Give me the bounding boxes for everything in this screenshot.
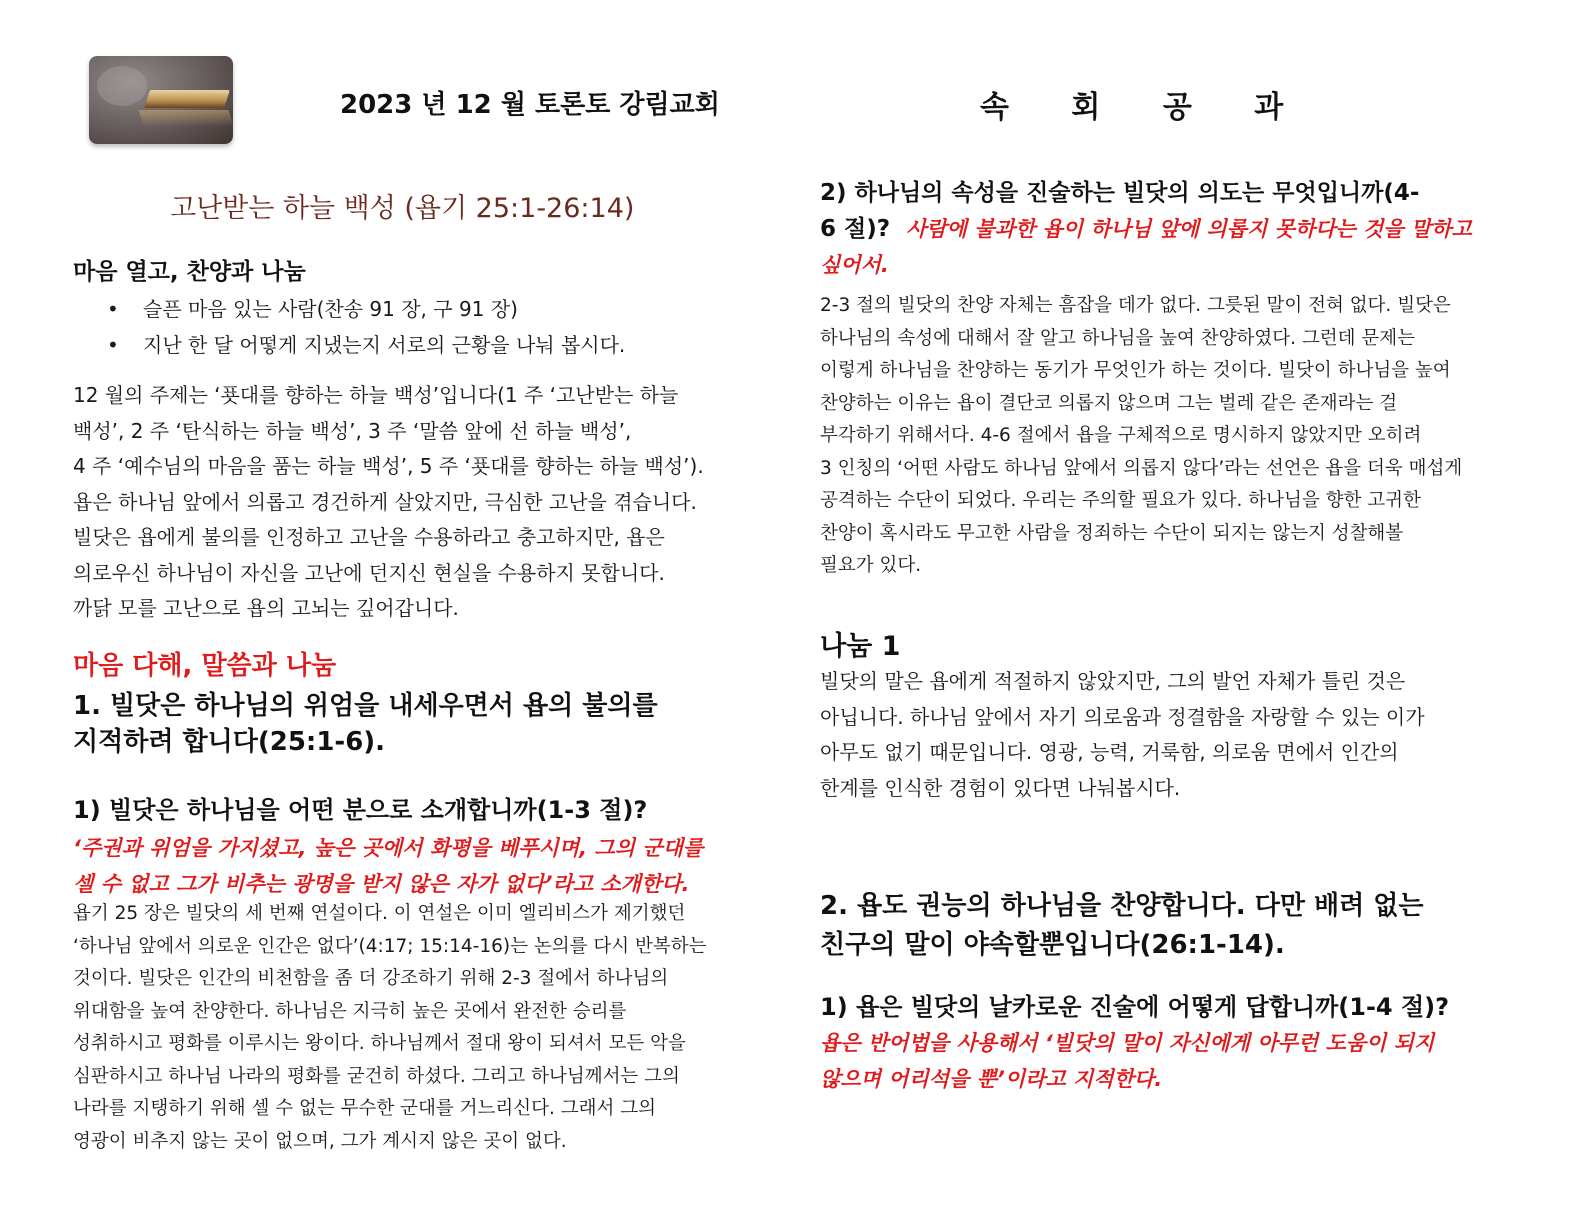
commentary-line: 3 인칭의 ‘어떤 사람도 하나님 앞에서 의롭지 않다’라는 선언은 욥을 더욱 매섭게	[820, 457, 1463, 479]
commentary-line: 필요가 있다.	[820, 555, 922, 576]
header-right-title: 속 회 공 과	[980, 90, 1310, 125]
question-2-line: 2. 욥도 권능의 하나님을 찬양합니다. 다만 배려 없는	[820, 891, 1424, 921]
question-1-2-text: 6 절)?	[820, 216, 891, 242]
commentary-line: ‘하나님 앞에서 의로운 인간은 없다’(4:17; 15:14-16)는 논의를 다시 반복하는	[73, 935, 707, 957]
question-2-line: 친구의 말이 야속할뿐입니다(26:1-14).	[820, 930, 1285, 960]
answer-2-1-line: 않으며 어리석을 뿐’이라고 지적한다.	[820, 1067, 1163, 1091]
answer-2-1-line: 욥은 반어법을 사용해서 ‘빌닷의 말이 자신에게 아무런 도움이 되지	[820, 1031, 1435, 1055]
share-1-heading: 나눔 1	[820, 631, 901, 662]
question-1-1: 1) 빌닷은 하나님을 어떤 분으로 소개합니까(1-3 절)?	[73, 796, 648, 824]
commentary-line: 것이다. 빌닷은 인간의 비천함을 좀 더 강조하기 위해 2-3 절에서 하나님의	[73, 968, 669, 989]
header-title: 2023 년 12 월 토론토 강림교회	[340, 90, 720, 120]
open-book-icon	[144, 90, 230, 108]
share-line: 아무도 없기 때문입니다. 영광, 능력, 거룩함, 의로움 면에서 인간의	[820, 740, 1399, 764]
book-reflection	[138, 110, 233, 126]
share-1-paragraph	[820, 664, 1425, 806]
answer-1-1-line: ‘주권과 위엄을 가지셨고, 높은 곳에서 화평을 베푸시며, 그의 군대를	[73, 836, 704, 860]
commentary-line: 이렇게 하나님을 찬양하는 동기가 무엇인가 하는 것이다. 빌닷이 하나님을 높여	[820, 360, 1451, 381]
intro-line: 까닭 모를 고난으로 욥의 고뇌는 깊어갑니다.	[73, 596, 459, 620]
answer-1-1-line: 셀 수 없고 그가 비추는 광명을 받지 않은 자가 없다’라고 소개한다.	[73, 872, 690, 896]
question-2	[820, 887, 1424, 965]
intro-line: 백성’, 2 주 ‘탄식하는 하늘 백성’, 3 주 ‘말씀 앞에 선 하늘 백성’,	[73, 418, 632, 443]
question-1-line: 지적하려 합니다(25:1-6).	[73, 727, 386, 757]
commentary-1-1	[73, 898, 706, 1158]
share-line: 빌닷의 말은 욥에게 적절하지 않았지만, 그의 발언 자체가 틀린 것은	[820, 669, 1406, 693]
share-line: 한계를 인식한 경험이 있다면 나눠봅시다.	[820, 775, 1181, 800]
question-1-2	[820, 175, 1472, 283]
section1-bullet-list	[105, 293, 625, 365]
answer-1-1	[73, 830, 703, 902]
question-1-line: 1. 빌닷은 하나님의 위엄을 내세우면서 욥의 불의를	[73, 691, 658, 721]
answer-1-2: 사람에 불과한 욥이 하나님 앞에 의롭지 못하다는 것을 말하고	[906, 217, 1472, 241]
intro-line: 12 월의 주제는 ‘푯대를 향하는 하늘 백성’입니다(1 주 ‘고난받는 하늘	[73, 383, 679, 407]
commentary-1-2	[820, 290, 1462, 583]
commentary-line: 성취하시고 평화를 이루시는 왕이다. 하나님께서 절대 왕이 되셔서 모든 악을	[73, 1033, 686, 1054]
intro-line: 욥은 하나님 앞에서 의롭고 경건하게 살았지만, 극심한 고난을 겪습니다.	[73, 489, 697, 514]
commentary-line: 부각하기 위해서다. 4-6 절에서 욥을 구체적으로 명시하지 않았지만 오히려	[820, 425, 1422, 446]
intro-line: 의로우신 하나님이 자신을 고난에 던지신 현실을 수용하지 못합니다.	[73, 560, 665, 585]
intro-line: 빌닷은 욥에게 불의를 인정하고 고난을 수용하라고 충고하지만, 욥은	[73, 525, 665, 549]
intro-line: 4 주 ‘예수님의 마음을 품는 하늘 백성’, 5 주 ‘푯대를 향하는 하늘 백성’).	[73, 454, 704, 478]
answer-1-2-cont: 싶어서.	[820, 253, 889, 277]
commentary-line: 공격하는 수단이 되었다. 우리는 주의할 필요가 있다. 하나님을 향한 고귀한	[820, 490, 1421, 511]
commentary-line: 영광이 비추지 않는 곳이 없으며, 그가 계시지 않은 곳이 없다.	[73, 1130, 567, 1152]
commentary-line: 찬양이 혹시라도 무고한 사람을 정죄하는 수단이 되지는 않는지 성찰해볼	[820, 522, 1404, 544]
question-1	[73, 688, 658, 760]
bullet-item: • 지난 한 달 어떻게 지냈는지 서로의 근황을 나눠 봅시다.	[105, 329, 625, 365]
commentary-line: 하나님의 속성에 대해서 잘 알고 하나님을 높여 찬양하였다. 그런데 문제는	[820, 327, 1415, 349]
bible-thumbnail-image	[89, 56, 233, 144]
commentary-line: 찬양하는 이유는 욥이 결단코 의롭지 않으며 그는 벌레 같은 존재라는 걸	[820, 392, 1398, 414]
question-1-2-line: 2) 하나님의 속성을 진술하는 빌닷의 의도는 무엇입니까(4-	[820, 180, 1420, 206]
commentary-line: 2-3 절의 빌닷의 찬양 자체는 흠잡을 데가 없다. 그릇된 말이 전혀 없다. 빌닷은	[820, 295, 1451, 316]
commentary-line: 나라를 지탱하기 위해 셀 수 없는 무수한 군대를 거느리신다. 그래서 그의	[73, 1098, 656, 1119]
answer-2-1	[820, 1025, 1434, 1097]
section2-heading: 마음 다해, 말씀과 나눔	[73, 651, 337, 681]
section1-heading: 마음 열고, 찬양과 나눔	[73, 259, 306, 285]
question-2-1: 1) 욥은 빌닷의 날카로운 진술에 어떻게 답합니까(1-4 절)?	[820, 993, 1450, 1021]
commentary-line: 욥기 25 장은 빌닷의 세 번째 연설이다. 이 연설은 이미 엘리비스가 제기했던	[73, 903, 686, 924]
lesson-title: 고난받는 하늘 백성 (욥기 25:1-26:14)	[170, 193, 635, 224]
commentary-line: 위대함을 높여 찬양한다. 하나님은 지극히 높은 곳에서 완전한 승리를	[73, 1000, 627, 1022]
commentary-line: 심판하시고 하나님 나라의 평화를 굳건히 하셨다. 그리고 하나님께서는 그의	[73, 1065, 680, 1087]
question-1-2-line	[820, 211, 1472, 247]
background-stone	[97, 66, 147, 106]
share-line: 아닙니다. 하나님 앞에서 자기 의로움과 정결함을 자랑할 수 있는 이가	[820, 704, 1425, 729]
bullet-item: • 슬픈 마음 있는 사람(찬송 91 장, 구 91 장)	[105, 293, 625, 329]
intro-paragraph	[73, 378, 773, 627]
